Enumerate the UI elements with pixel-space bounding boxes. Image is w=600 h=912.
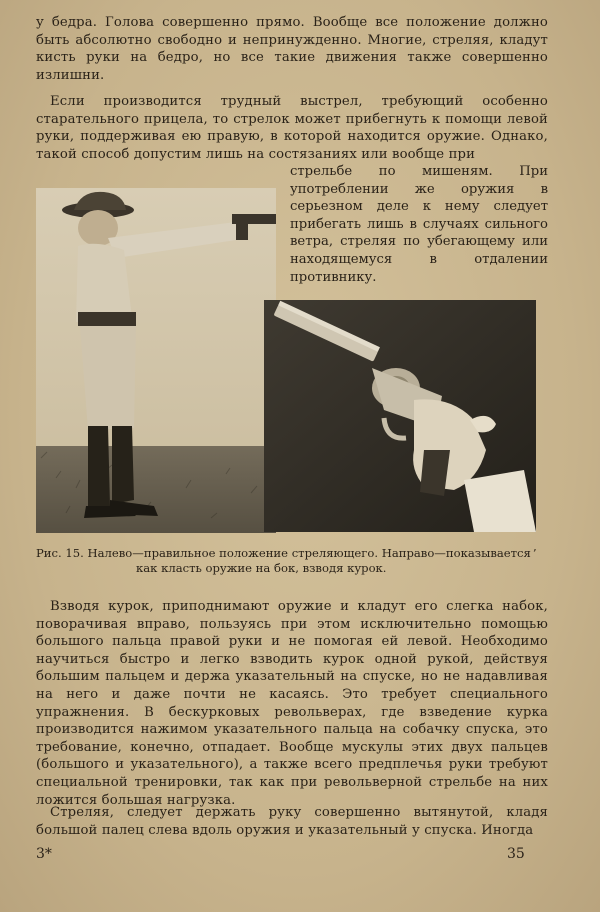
page-number: 35	[507, 846, 525, 862]
photo-revolver-cocking	[264, 300, 536, 532]
paragraph-2-continued: стрельбе по мишеням. При употреблении же оружия в серьезном деле к нему следует прибегать лишь в случаях сильного ветра, стреляя по убегающему или находящемуся в отдалении противнику.	[290, 164, 548, 285]
caption-line-2: как класть оружие на бок, взводя курок.	[136, 561, 387, 575]
paragraph-2: Если производится трудный выстрел, требующий особенно старательного прицела, то стрелок может прибегнуть к помощи левой руки, поддерживая ею правую, в которой находится оружие. Однако, такой способ допустим лишь на состязаниях или вообще при	[36, 94, 548, 162]
paragraph-1: у бедра. Голова совершенно прямо. Вообще все положение должно быть абсолютно свободно и непринужденно. Многие, стреляя, кладут кисть руки на бедро, но все такие движения также совершенно излишни.	[36, 15, 548, 83]
paragraph-4: Стреляя, следует держать руку совершенно вытянутой, кладя большой палец слева вдоль оружия и указательный у спуска. Иногда	[36, 805, 548, 838]
paragraph-3: Взводя курок, приподнимают оружие и кладут его слегка набок, поворачивая вправо, пользуясь при этом исключительно помощью большого пальца правой руки и не помогая ей левой. Необходимо научиться быстро и легко взводить курок одной рукой, действуя большим пальцем и держа указательный на спуске, но не надавливая на него и даже почти не касаясь. Это требует специального упражнения. В бескурковых револьверах, где взведение курка производится нажимом указательного пальца на собачку спуска, это требование, конечно, отпадает. Вообще мускулы этих двух пальцев (большого и указательного), а также всего предплечья руки требуют специальной тренировки, так как при револьверной стрельбе на них ложится большая нагрузка.	[36, 599, 548, 808]
figure-caption: Рис. 15. Налево—правильное положение стреляющего. Направо—показывается ’ как класть оружие на бок, взводя курок.	[36, 546, 556, 576]
photo-shooter-stance	[36, 188, 276, 533]
signature-mark: 3*	[36, 846, 52, 862]
caption-line-1: Рис. 15. Налево—правильное положение стреляющего. Направо—показывается	[36, 546, 531, 560]
shooter-illustration	[36, 188, 276, 533]
revolver-illustration	[264, 300, 536, 532]
